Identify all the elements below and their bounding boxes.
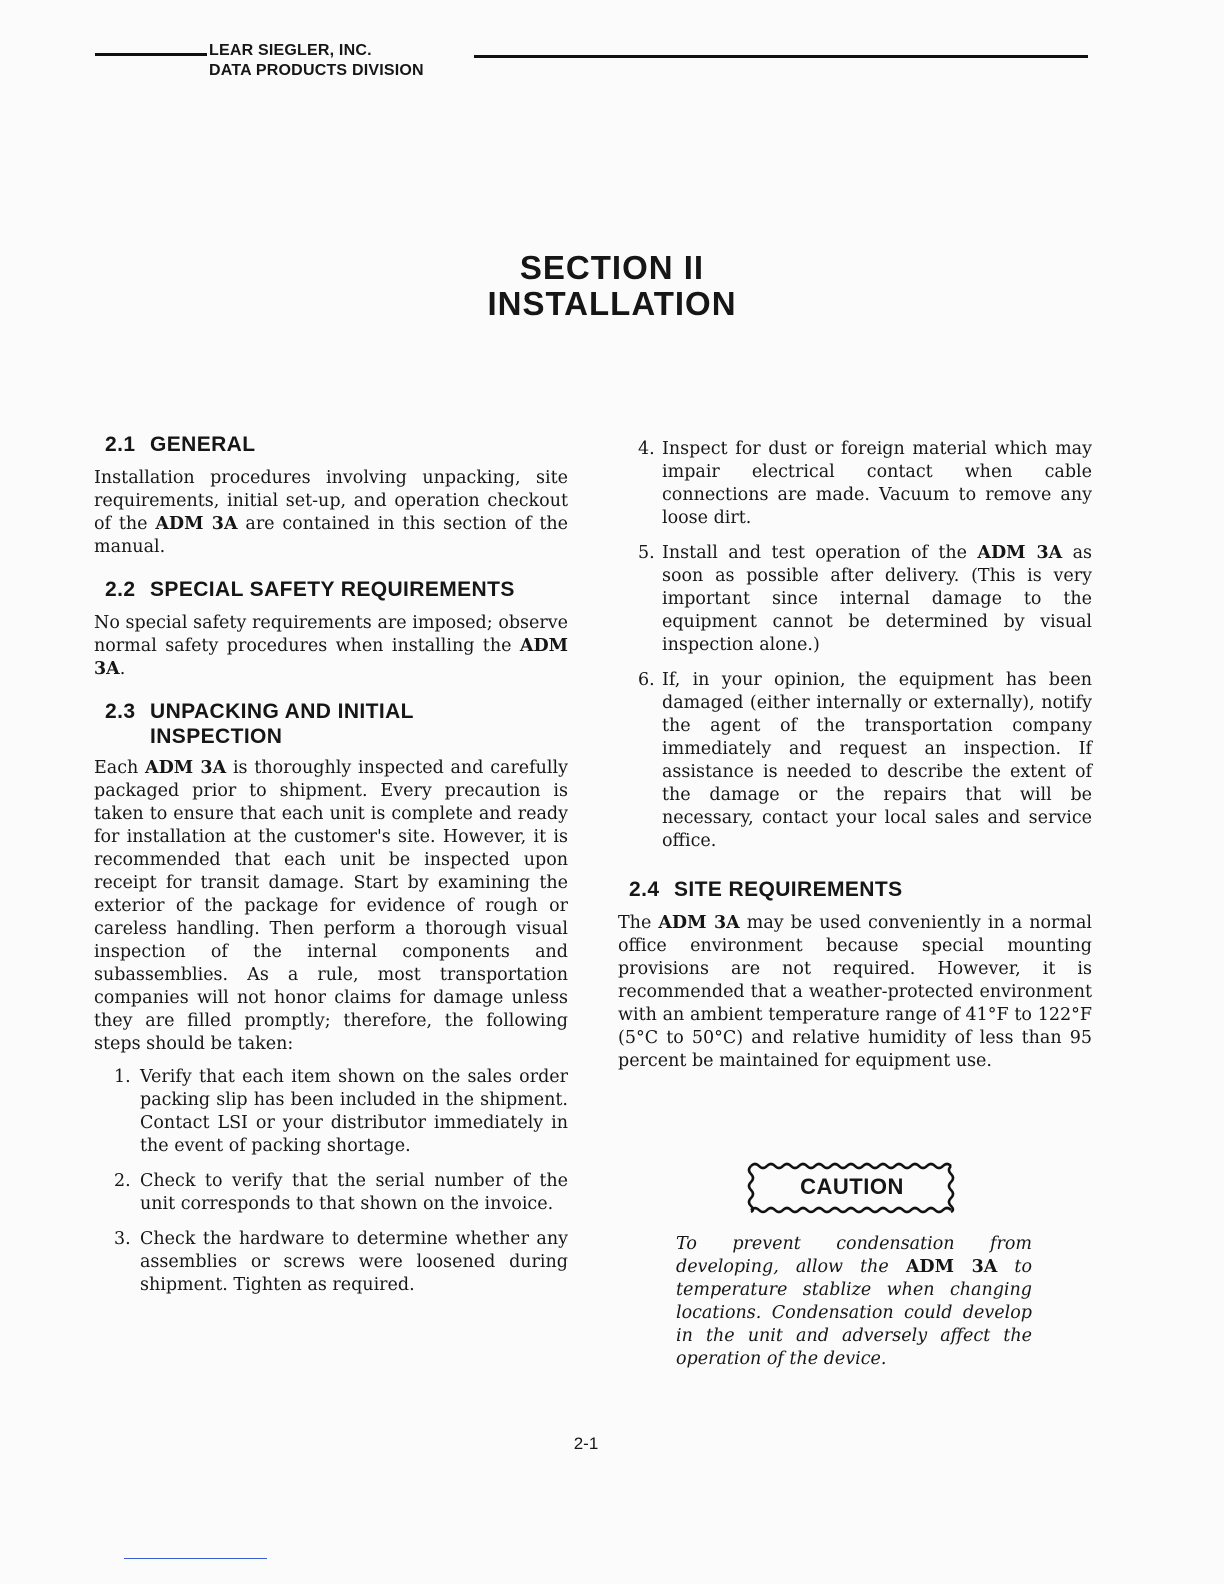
site-text: The ADM 3A may be used conveniently in a normal office environment because special mounting provisions are not required. However, it is recommended that a weather-protected environment with an ambient temperature range of 41°F to 122°F (5°C to 50°C) and relative humidity of less than 95 percent be maintained for equipment use. xyxy=(618,913,1092,1071)
page-header xyxy=(0,0,1224,90)
header-rule-left xyxy=(95,53,207,56)
section-safety xyxy=(94,577,568,681)
general-text: Installation procedures involving unpacking, site requirements, initial set-up, and operation checkout of the ADM 3A are contained in this section of the manual. xyxy=(94,468,568,557)
header-company xyxy=(209,41,424,81)
company-name: LEAR SIEGLER, INC. xyxy=(209,42,372,59)
heading-unpacking: 2.3 UNPACKING AND INITIAL INSPECTION xyxy=(105,700,414,748)
list-item: 3. Check the hardware to determine whether any assemblies or screws were loosened during shipment. Tighten as required. xyxy=(114,1229,568,1295)
caution-box xyxy=(747,1162,957,1214)
unpacking-text: Each ADM 3A is thoroughly inspected and carefully packaged prior to shipment. Every precaution is taken to ensure that each unit is complete and ready for installation at the customer's site. However, it is recommended that each unit be inspected upon receipt for transit damage. Start by examining the exterior of the package for evidence of rough or careless handling. Then perform a thorough visual inspection of the internal components and subassemblies. As a rule, most transportation companies will not honor claims for damage unless they are filled promptly; therefore, the following steps should be taken: xyxy=(94,758,568,1054)
section-unpacking xyxy=(94,699,568,1297)
caution-text: To prevent condensation from developing, allow the ADM 3A to temperature stablize when changing locations. Condensation could develop in the unit and adversely affect the operation of the device. xyxy=(676,1234,1032,1369)
heading-site: 2.4 SITE REQUIREMENTS xyxy=(629,878,903,901)
footer-rule xyxy=(124,1558,267,1559)
division-name: DATA PRODUCTS DIVISION xyxy=(209,62,424,79)
list-item: 4. Inspect for dust or foreign material which may impair electrical contact when cable connections are made. Vacuum to remove any loose dirt. xyxy=(638,439,1092,528)
left-column xyxy=(94,432,568,1315)
header-rule-right xyxy=(474,55,1088,58)
heading-general: 2.1 GENERAL xyxy=(105,433,256,456)
caution-label: CAUTION xyxy=(800,1174,904,1199)
section-general xyxy=(94,432,568,559)
list-item: 2. Check to verify that the serial number of the unit corresponds to that shown on the invoice. xyxy=(114,1171,568,1214)
safety-text: No special safety requirements are imposed; observe normal safety procedures when installing the ADM 3A. xyxy=(94,613,568,679)
section-title xyxy=(0,250,1224,322)
unpacking-steps-right xyxy=(618,438,1092,853)
list-item: 1. Verify that each item shown on the sales order packing slip has been included in the shipment. Contact LSI or your distributor immediately in the event of packing shortage. xyxy=(114,1067,568,1156)
unpacking-steps-left xyxy=(94,1066,568,1297)
section-site xyxy=(618,877,1092,1073)
section-name: INSTALLATION xyxy=(487,285,737,322)
section-number: SECTION II xyxy=(519,249,705,286)
right-column xyxy=(618,432,1092,1091)
list-item: 6. If, in your opinion, the equipment has been damaged (either internally or externally), notify the agent of the transportation company immediately and request an inspection. If assistance is needed to describe the extent of the damage or the repairs that will be necessary, contact your local sales and service office. xyxy=(638,670,1092,851)
heading-safety: 2.2 SPECIAL SAFETY REQUIREMENTS xyxy=(105,578,515,601)
list-item: 5. Install and test operation of the ADM 3A as soon as possible after delivery. (This is very important since internal damage to the equipment cannot be determined by visual inspection alone.) xyxy=(638,543,1092,655)
page-number: 2-1 xyxy=(573,1434,599,1453)
